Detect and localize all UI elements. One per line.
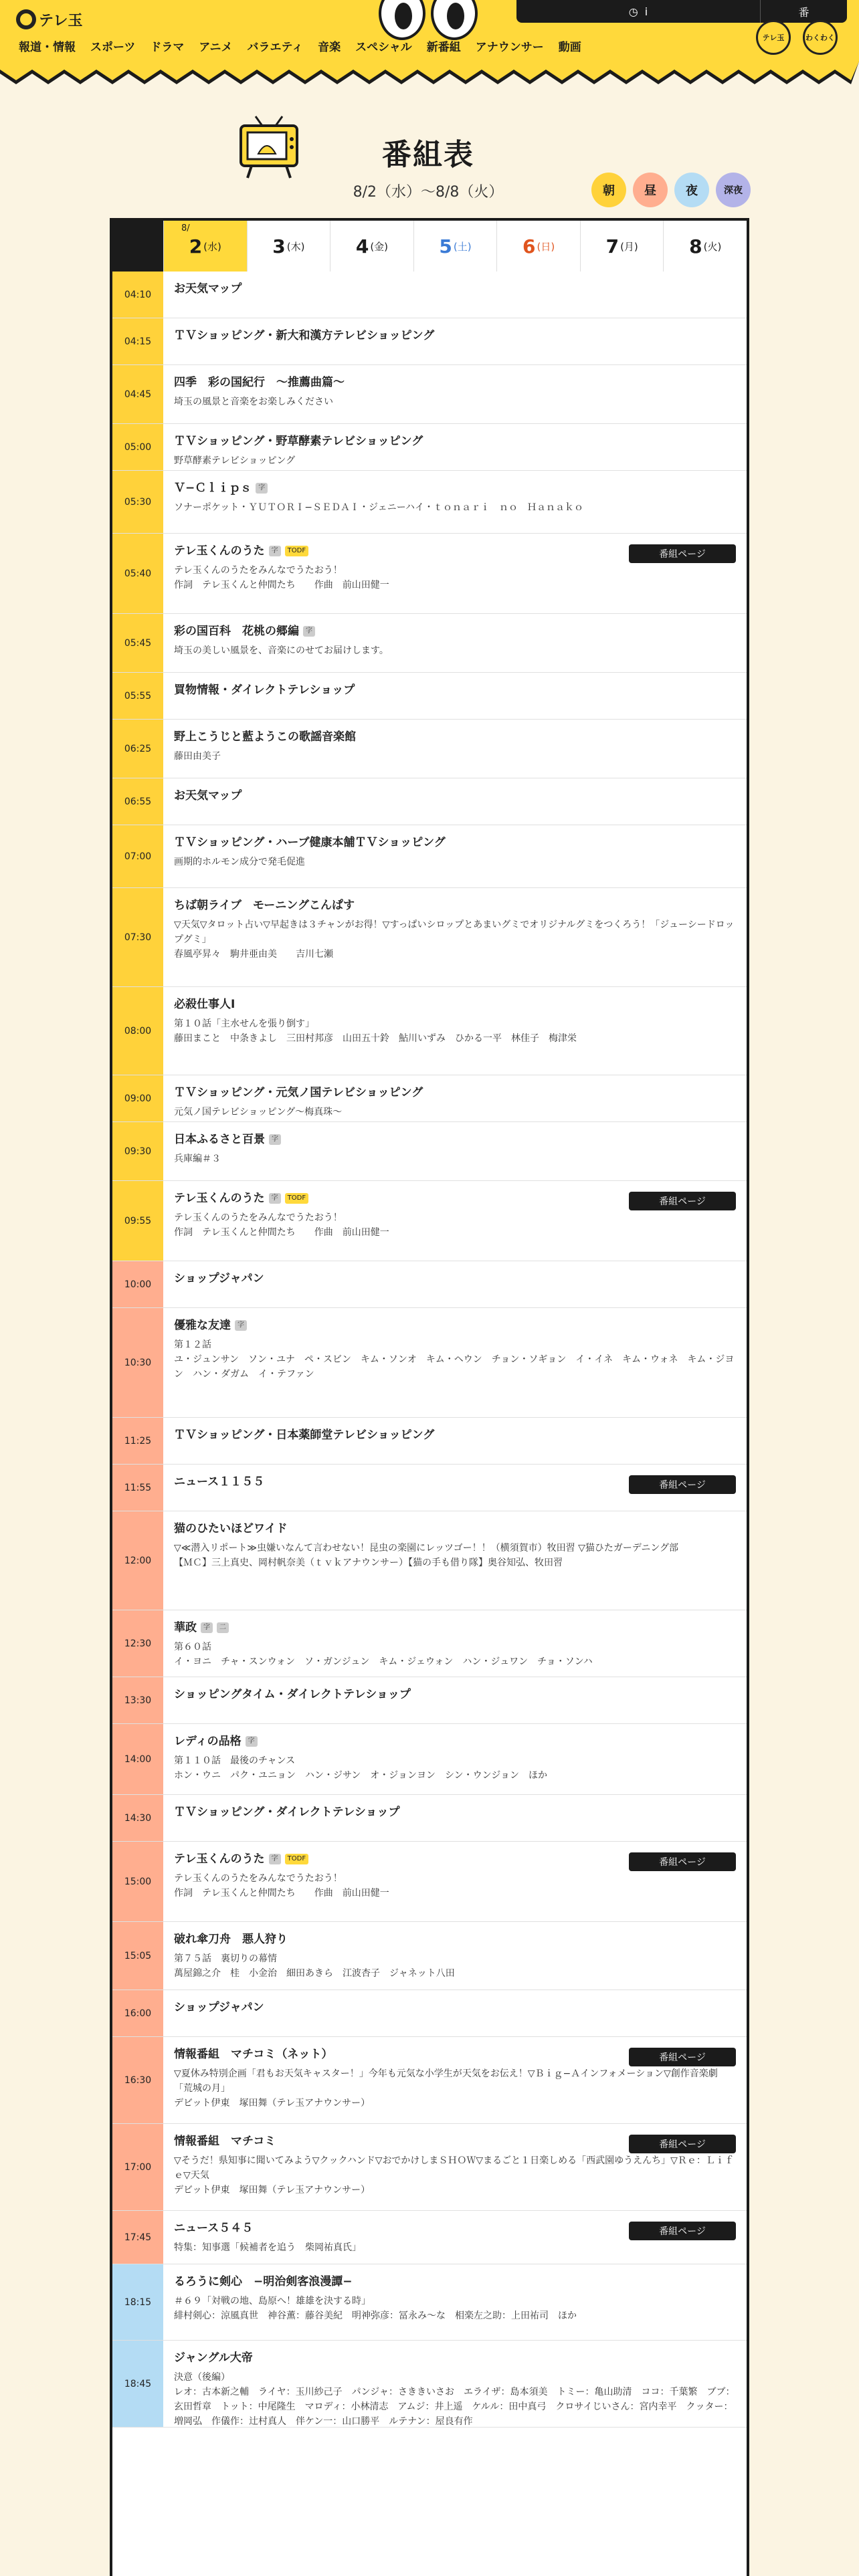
clock-icon: ◷ — [628, 5, 638, 18]
program-row — [112, 1842, 747, 1922]
program-cell[interactable] — [163, 673, 747, 719]
program-title[interactable]: ニュース５４５ — [174, 2222, 254, 2235]
program-page-button[interactable]: 番組ページ — [629, 544, 736, 563]
day-number: 6 — [522, 235, 536, 257]
program-time: 17:45 — [112, 2211, 163, 2264]
program-row — [112, 365, 747, 424]
program-title[interactable]: ＴＶショッピング・ハーブ健康本舗ＴＶショッピング — [174, 836, 446, 849]
program-title-line — [174, 897, 736, 914]
program-title[interactable]: ＴＶショッピング・野草酵素テレビショッピング — [174, 435, 423, 448]
program-cell[interactable] — [163, 1122, 747, 1180]
program-badge: 字 — [201, 1622, 213, 1633]
program-row — [112, 424, 747, 471]
program-cell[interactable] — [163, 471, 747, 533]
program-time: 07:00 — [112, 825, 163, 887]
program-cell[interactable] — [163, 1677, 747, 1723]
nav-item-7[interactable]: 新番組 — [426, 41, 461, 54]
day-number: 4 — [355, 235, 369, 257]
program-title[interactable]: 野上こうじと藍ようこの歌謡音楽館 — [174, 730, 356, 744]
program-title[interactable]: レディの品格 — [174, 1735, 242, 1748]
day-weekday: (木) — [286, 240, 305, 253]
time-band-button-0[interactable]: 朝 — [591, 173, 626, 207]
program-desc: ▽≪潜入リポート≫虫嫌いなんて言わせない！昆虫の楽園にレッツゴー！！（横須賀市）牧田習 ▽猫ひたガーデニング部 — [174, 1543, 679, 1553]
program-cell[interactable] — [163, 2037, 747, 2123]
program-row — [112, 1181, 747, 1261]
program-title-line — [174, 1931, 736, 1947]
program-badge: 字 — [269, 1854, 281, 1864]
program-title-line — [174, 1804, 736, 1820]
nav-item-5[interactable]: 音楽 — [318, 41, 341, 54]
program-title[interactable]: ＴＶショッピング・ダイレクトテレショップ — [174, 1806, 400, 1819]
program-title-line — [174, 480, 736, 496]
program-cell[interactable] — [163, 272, 747, 318]
day-tab-4[interactable] — [496, 221, 580, 272]
program-row — [112, 1795, 747, 1842]
program-title[interactable]: ショッピングタイム・ダイレクトテレショップ — [174, 1688, 411, 1701]
program-row — [112, 1677, 747, 1724]
program-time: 08:00 — [112, 987, 163, 1075]
nav-item-9[interactable]: 動画 — [558, 41, 581, 54]
program-row — [112, 1122, 747, 1181]
program-title-line — [174, 1687, 736, 1703]
program-badge: 字 — [246, 1736, 258, 1747]
program-desc: 野草酵素テレビショッピング — [174, 455, 296, 466]
program-title[interactable]: ＴＶショッピング・元気ノ国テレビショッピング — [174, 1086, 423, 1099]
program-time: 16:00 — [112, 1990, 163, 2036]
program-badge: 字 — [235, 1320, 247, 1331]
program-cast: デビット伊東 塚田舞（テレ玉アナウンサー） — [174, 2098, 371, 2109]
program-title[interactable]: 四季 彩の国紀行 〜推薦曲篇〜 — [174, 376, 345, 389]
program-desc: 画期的ホルモン成分で発毛促進 — [174, 857, 305, 867]
program-time: 11:25 — [112, 1418, 163, 1464]
program-desc: 第６０話 — [174, 1642, 211, 1652]
program-time: 11:55 — [112, 1465, 163, 1511]
program-title[interactable]: 猫のひたいほどワイド — [174, 1522, 288, 1535]
program-title-line — [174, 433, 736, 449]
program-page-button[interactable]: 番組ページ — [629, 2048, 736, 2066]
program-title-line — [174, 1132, 736, 1148]
program-page-button[interactable]: 番組ページ — [629, 2135, 736, 2153]
time-band-button-1[interactable]: 昼 — [633, 173, 668, 207]
program-row — [112, 318, 747, 365]
program-title[interactable]: 必殺仕事人Ⅰ — [174, 998, 235, 1011]
program-title[interactable]: 破れ傘刀舟 悪人狩り — [174, 1933, 288, 1946]
program-desc: 第１０話「主水せんを張り倒す」 — [174, 1018, 314, 1029]
nav-item-4[interactable]: バラエティ — [247, 41, 304, 54]
time-band-button-2[interactable]: 夜 — [674, 173, 709, 207]
time-band-buttons — [591, 173, 751, 207]
program-desc: ▽そうだ！県知事に聞いてみよう▽クックハンド▽おでかけしまＳＨＯＷ▽まるごと１日楽しめる「西武園ゆうえんち」▽Ｒｅ：Ｌｉｆｅ▽天気 — [174, 2155, 734, 2181]
program-desc: ソナーポケット・ＹＵＴＯＲＩ−ＳＥＤＡＩ・ジェニーハイ・ｔｏｎａｒｉ ｎｏ Ｈａｎａｋｏ — [174, 502, 584, 513]
nav-item-3[interactable]: アニメ — [199, 41, 233, 54]
todf-badge: TODF — [285, 1854, 308, 1864]
program-title[interactable]: ジャングル大帝 — [174, 2351, 253, 2365]
program-desc: テレ玉くんのうたをみんなでうたおう！ — [174, 1873, 343, 1884]
program-title-line — [174, 729, 736, 745]
program-row — [112, 272, 747, 318]
nav-item-0[interactable]: 報道・情報 — [19, 41, 76, 54]
day-month: 8/ — [181, 223, 190, 233]
program-row — [112, 1261, 747, 1308]
program-row — [112, 534, 747, 614]
day-weekday: (火) — [703, 240, 722, 253]
top-strip-label: i — [644, 5, 648, 18]
program-cell[interactable] — [163, 534, 747, 613]
program-title-line — [174, 1521, 736, 1537]
program-row — [112, 2211, 747, 2264]
program-row — [112, 720, 747, 778]
program-badge: 字 — [256, 483, 268, 494]
top-strip-program-link[interactable] — [760, 0, 847, 23]
program-desc: 第７５話 裏切りの幕情 — [174, 1953, 277, 1964]
day-number: 7 — [605, 235, 619, 257]
day-weekday: (月) — [620, 240, 638, 253]
program-title-line — [174, 2274, 736, 2290]
program-cell[interactable] — [163, 2124, 747, 2210]
program-row — [112, 1724, 747, 1795]
program-cell[interactable] — [163, 1308, 747, 1417]
nav-item-2[interactable]: ドラマ — [150, 41, 185, 54]
program-cell[interactable] — [163, 318, 747, 364]
program-title[interactable]: 情報番組 マチコミ — [174, 2135, 276, 2148]
program-cell[interactable] — [163, 825, 747, 887]
program-time: 04:45 — [112, 365, 163, 423]
program-cell[interactable] — [163, 365, 747, 423]
program-cast: デビット伊東 塚田舞（テレ玉アナウンサー） — [174, 2185, 371, 2195]
day-weekday: (日) — [537, 240, 555, 253]
program-title[interactable]: お天気マップ — [174, 282, 242, 296]
program-row — [112, 825, 747, 888]
program-cell[interactable] — [163, 1075, 747, 1121]
top-strip — [516, 0, 847, 23]
program-title-line — [174, 1317, 736, 1333]
program-cell[interactable] — [163, 1990, 747, 2036]
program-title[interactable]: テレ玉くんのうた — [174, 544, 265, 558]
day-weekday: (水) — [203, 240, 221, 253]
time-band-button-3[interactable]: 深夜 — [716, 173, 751, 207]
todf-badge: TODF — [285, 546, 308, 556]
program-time: 14:30 — [112, 1795, 163, 1841]
day-number: 8 — [689, 235, 702, 257]
program-page-button[interactable]: 番組ページ — [629, 1852, 736, 1871]
program-title[interactable]: テレ玉くんのうた — [174, 1852, 265, 1866]
day-tab-0[interactable] — [163, 221, 247, 272]
schedule-grid — [110, 272, 749, 2576]
program-time: 15:05 — [112, 1922, 163, 1990]
program-cell[interactable] — [163, 1418, 747, 1464]
site-logo[interactable] — [16, 8, 83, 31]
program-title[interactable]: ショップジャパン — [174, 2001, 264, 2014]
program-row — [112, 1990, 747, 2037]
program-time: 07:30 — [112, 888, 163, 986]
program-row — [112, 1465, 747, 1511]
program-row — [112, 1075, 747, 1122]
mascot-icon-1[interactable] — [756, 20, 791, 55]
day-tab-2[interactable] — [330, 221, 413, 272]
nav-item-6[interactable]: スペシャル — [355, 41, 412, 54]
program-cast: 萬屋錦之介 桂 小金治 細田あきら 江波杏子 ジャネット八田 — [174, 1968, 455, 1979]
program-cast: ユ・ジュンサン ソン・ユナ ペ・スビン キム・ソンオ キム・ヘウン チョン・ソギョン イ・イネ キム・ウォネ キム・ジヨン ハン・ダガム イ・テファン — [174, 1354, 735, 1380]
program-row — [112, 778, 747, 825]
program-row — [112, 614, 747, 673]
program-time: 15:00 — [112, 1842, 163, 1921]
day-tab-3[interactable] — [413, 221, 497, 272]
program-title[interactable]: Ｖ−Ｃｌｉｐｓ — [174, 481, 252, 495]
logo-mark-icon — [16, 9, 36, 29]
program-desc: テレ玉くんのうたをみんなでうたおう！ — [174, 565, 343, 576]
program-time: 05:30 — [112, 471, 163, 533]
program-time: 09:00 — [112, 1075, 163, 1121]
program-row — [112, 2341, 747, 2428]
program-cell[interactable] — [163, 1610, 747, 1677]
program-page-button[interactable]: 番組ページ — [629, 2222, 736, 2240]
program-time: 13:30 — [112, 1677, 163, 1723]
program-title-line — [174, 996, 736, 1012]
day-number: 3 — [272, 235, 286, 257]
program-time: 09:30 — [112, 1122, 163, 1180]
nav-item-1[interactable]: スポーツ — [90, 41, 136, 54]
program-cell[interactable] — [163, 1922, 747, 1990]
program-title[interactable]: 日本ふるさと百景 — [174, 1133, 265, 1146]
program-title[interactable]: 華政 — [174, 1621, 197, 1634]
program-cast: 【ＭＣ】三上真史、岡村帆奈美（ｔｖｋアナウンサー）【猫の手も借り隊】奥谷知弘、牧田習 — [174, 1558, 563, 1568]
program-title-line — [174, 281, 736, 297]
program-page-button[interactable]: 番組ページ — [629, 1192, 736, 1210]
program-time: 09:55 — [112, 1181, 163, 1261]
program-cell[interactable] — [163, 1511, 747, 1610]
program-time: 18:45 — [112, 2341, 163, 2427]
program-row — [112, 471, 747, 534]
mascot-icon-1-label: テレ玉 — [762, 33, 785, 42]
program-time: 05:55 — [112, 673, 163, 719]
program-title[interactable]: 買物情報・ダイレクトテレショップ — [174, 683, 355, 697]
program-desc: ▽天気▽タロット占い▽早起きは３チャンがお得！▽すっぱいシロップとあまいグミでオリジナルグミをつくろう！「ジューシードロップグミ」 — [174, 920, 735, 945]
day-number: 5 — [439, 235, 452, 257]
program-page-button[interactable]: 番組ページ — [629, 1475, 736, 1494]
day-weekday: (土) — [453, 240, 472, 253]
program-cast: 作詞 テレ玉くんと仲間たち 作曲 前山田健一 — [174, 1227, 389, 1238]
program-title[interactable]: ＴＶショッピング・新大和漢方テレビショッピング — [174, 329, 435, 342]
program-title-line — [174, 623, 736, 639]
program-time: 17:00 — [112, 2124, 163, 2210]
program-title-line — [174, 1427, 736, 1443]
program-title-line — [174, 1620, 736, 1636]
program-time: 10:00 — [112, 1261, 163, 1307]
program-row — [112, 987, 747, 1075]
program-time: 10:30 — [112, 1308, 163, 1417]
program-title[interactable]: 情報番組 マチコミ（ネット） — [174, 2048, 333, 2061]
program-time: 04:15 — [112, 318, 163, 364]
day-tab-5[interactable] — [580, 221, 664, 272]
program-cell[interactable] — [163, 1465, 747, 1511]
program-cell[interactable] — [163, 1842, 747, 1921]
program-badge: 字 — [269, 546, 281, 556]
program-title-line — [174, 835, 736, 851]
program-title[interactable]: 優雅な友達 — [174, 1319, 231, 1332]
program-cast: 藤田まこと 中条きよし 三田村邦彦 山田五十鈴 鮎川いずみ ひかる一平 林佳子 梅津栄 — [174, 1033, 577, 1044]
program-desc: 埼玉の美しい風景を、音楽にのせてお届けします。 — [174, 645, 389, 656]
program-title-line — [174, 1271, 736, 1287]
program-time: 05:00 — [112, 424, 163, 470]
program-row — [112, 1610, 747, 1677]
program-cell[interactable] — [163, 614, 747, 672]
program-time: 14:00 — [112, 1724, 163, 1794]
program-cell[interactable] — [163, 2341, 747, 2427]
mascot-icon-2-label: わくわく — [805, 33, 835, 42]
program-cell[interactable] — [163, 888, 747, 986]
mascot-eyes-icon — [379, 0, 478, 40]
mascot-icon-2[interactable] — [803, 20, 838, 55]
program-title-line — [174, 788, 736, 804]
main-nav — [19, 37, 596, 54]
day-weekday: (金) — [370, 240, 389, 253]
program-row — [112, 1418, 747, 1465]
program-badge: 字 — [269, 1193, 281, 1204]
program-cast: レオ：古本新之輔 ライヤ：玉川紗己子 パンジャ：さききいさお エライザ：島本須美 トミー：亀山助清 ココ：千葉繁 ブブ：玄田哲章 トット：中尾隆生 マロディ：小林清志 アムジ：井上遥 ケルル：田中真弓 クロサイじいさん：宮内幸平 クッター：増岡弘 作儀作：辻村真人 伴ケン一：山口勝平 ルテナン：屋良有作 — [174, 2387, 735, 2427]
program-title-line — [174, 2000, 736, 2016]
program-title[interactable]: ショップジャパン — [174, 1272, 264, 1285]
program-desc: 元気ノ国テレビショッピング〜梅真珠〜 — [174, 1107, 343, 1117]
top-bar — [0, 0, 859, 62]
program-row — [112, 673, 747, 720]
program-title-line — [174, 374, 736, 391]
page-title: 番組表 — [382, 138, 474, 172]
program-row — [112, 888, 747, 987]
day-number: 2 — [189, 235, 203, 257]
program-row — [112, 2124, 747, 2211]
program-row — [112, 1308, 747, 1418]
program-cell[interactable] — [163, 720, 747, 778]
date-range: 8/2（水）〜8/8（火） — [353, 184, 504, 201]
program-desc: ▽夏休み特別企画「君もお天気キャスター！」今年も元気な小学生が天気をお伝え！▽Ｂｉｇ−Ａインフォメーション▽創作音楽劇「荒城の月」 — [174, 2068, 718, 2094]
program-cast: 作詞 テレ玉くんと仲間たち 作曲 前山田健一 — [174, 1888, 389, 1899]
day-tab-1[interactable] — [247, 221, 330, 272]
program-time: 16:30 — [112, 2037, 163, 2123]
program-cell[interactable] — [163, 424, 747, 470]
program-title[interactable]: テレ玉くんのうた — [174, 1192, 265, 1205]
top-strip-link[interactable] — [516, 5, 760, 18]
program-cell[interactable] — [163, 1181, 747, 1261]
program-desc: テレ玉くんのうたをみんなでうたおう！ — [174, 1212, 343, 1223]
program-row — [112, 2037, 747, 2124]
program-cast: イ・ヨニ チャ・スンウォン ソ・ガンジュン キム・ジェウォン ハン・ジュワン チョ・ソンハ — [174, 1656, 593, 1667]
program-title[interactable]: お天気マップ — [174, 789, 242, 802]
program-title[interactable]: るろうに剣心 −明治剣客浪漫譚− — [174, 2275, 353, 2288]
program-badge: 二 — [217, 1622, 229, 1633]
nav-item-8[interactable]: アナウンサー — [475, 41, 544, 54]
program-badge: 字 — [303, 626, 315, 637]
program-cast: 作詞 テレ玉くんと仲間たち 作曲 前山田健一 — [174, 580, 389, 591]
program-desc: 第１１０話 最後のチャンス — [174, 1755, 296, 1766]
program-time: 12:00 — [112, 1511, 163, 1610]
program-desc: 第１２話 — [174, 1339, 211, 1350]
day-tabs — [110, 218, 749, 272]
program-time: 18:15 — [112, 2264, 163, 2340]
program-cast: 緋村剣心：涼風真世 神谷薫：藤谷美紀 明神弥彦：冨永み〜な 相楽左之助：上田祐司 ほか — [174, 2311, 577, 2321]
program-row — [112, 1511, 747, 1610]
program-title-line — [174, 1733, 736, 1749]
program-row — [112, 1922, 747, 1990]
program-desc: 藤田由美子 — [174, 751, 221, 762]
program-cell[interactable] — [163, 1261, 747, 1307]
todf-badge: TODF — [285, 1193, 308, 1204]
program-title[interactable]: ちば朝ライブ モーニングこんぱす — [174, 899, 355, 912]
day-tabs-corner — [112, 221, 163, 272]
program-title-line — [174, 328, 736, 344]
program-time: 05:40 — [112, 534, 163, 613]
program-time: 06:25 — [112, 720, 163, 778]
program-cast: ホン・ウニ パク・ユニョン ハン・ジサン オ・ジョンヨン シン・ウンジョン ほか — [174, 1770, 548, 1781]
program-desc: 埼玉の風景と音楽をお楽しみください — [174, 397, 333, 407]
zigzag-divider — [0, 62, 859, 99]
program-cell[interactable] — [163, 987, 747, 1075]
program-desc: 特集：知事選「候補者を追う 柴岡祐真氏」 — [174, 2242, 361, 2253]
program-cast: 春風亭昇々 駒井亜由美 吉川七瀬 — [174, 949, 333, 960]
program-cell[interactable] — [163, 778, 747, 825]
program-badge: 字 — [269, 1134, 281, 1145]
program-cell[interactable] — [163, 1724, 747, 1794]
logo-text: テレ玉 — [39, 12, 83, 29]
program-time: 06:55 — [112, 778, 163, 825]
tv-mascot-icon — [235, 115, 302, 182]
program-title-line — [174, 682, 736, 698]
program-title[interactable]: 彩の国百科 花桃の郷編 — [174, 625, 299, 638]
program-cell[interactable] — [163, 1795, 747, 1841]
top-strip-label-2: 番 — [798, 5, 809, 19]
program-desc: 決意（後編） — [174, 2372, 230, 2383]
page-header — [0, 100, 859, 207]
program-title-line — [174, 2350, 736, 2366]
program-cell[interactable] — [163, 2264, 747, 2340]
day-tab-6[interactable] — [663, 221, 747, 272]
program-title[interactable]: ＴＶショッピング・日本薬師堂テレビショッピング — [174, 1428, 435, 1442]
program-title[interactable]: ニュース１１５５ — [174, 1475, 265, 1489]
program-row — [112, 2264, 747, 2341]
program-time: 12:30 — [112, 1610, 163, 1677]
program-time: 05:45 — [112, 614, 163, 672]
program-cell[interactable] — [163, 2211, 747, 2264]
program-title-line — [174, 1085, 736, 1101]
program-time: 04:10 — [112, 272, 163, 318]
program-desc: ＃６９「対戦の地、島原へ！雄雄を決する時」 — [174, 2296, 371, 2306]
program-desc: 兵庫編＃３ — [174, 1154, 221, 1164]
